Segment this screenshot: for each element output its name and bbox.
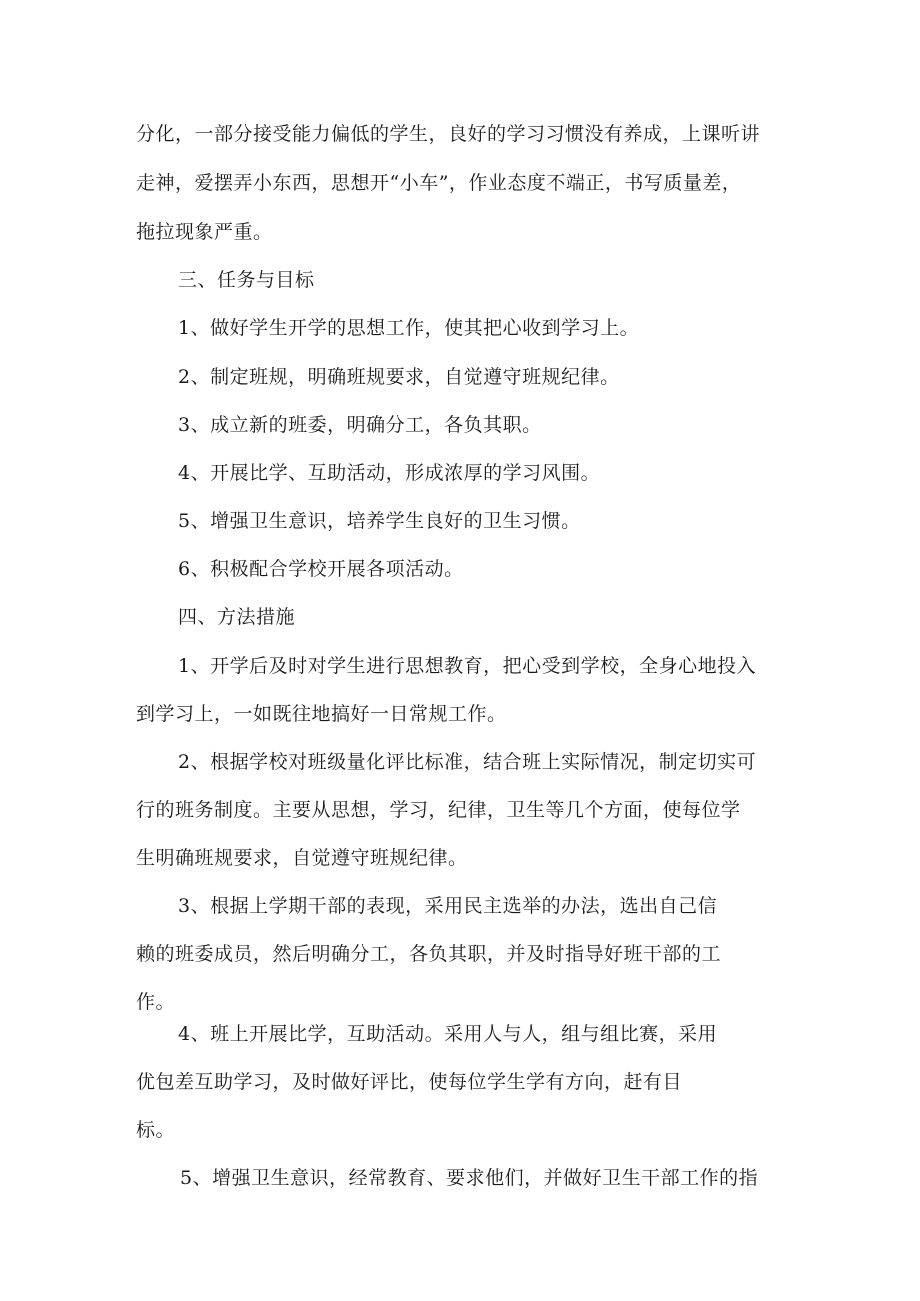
list-item: 4、开展比学、互助活动，形成浓厚的学习风围。	[178, 462, 601, 484]
list-item: 6、积极配合学校开展各项活动。	[178, 558, 464, 580]
list-item: 1、做好学生开学的思想工作，使其把心收到学习上。	[178, 317, 640, 339]
body-text-line: 标。	[136, 1119, 176, 1141]
body-text-line: 作。	[136, 991, 176, 1013]
body-text-line: 优包差互助学习，及时做好评比，使每位学生学有方向，赶有目	[136, 1071, 683, 1093]
body-text-line: 3、根据上学期干部的表现，采用民主选举的办法，选出自己信	[178, 895, 718, 917]
body-text-line: 走神，爱摆弄小东西，思想开“小车”，作业态度不端正，书写质量差，	[136, 172, 742, 194]
body-text-line: 行的班务制度。主要从思想，学习，纪律，卫生等几个方面，使每位学	[136, 799, 741, 821]
body-text-line: 分化，一部分接受能力偏低的学生，良好的学习习惯没有养成，上课听讲	[136, 123, 761, 145]
body-text-line: 2、根据学校对班级量化评比标准，结合班上实际情况，制定切实可	[178, 751, 757, 773]
list-item: 3、成立新的班委，明确分工，各负其职。	[178, 414, 542, 436]
section-heading: 四、方法措施	[178, 606, 296, 628]
section-heading: 三、任务与目标	[178, 269, 315, 291]
body-text-line: 拖拉现象严重。	[136, 221, 273, 243]
body-text-line: 生明确班规要求，自觉遵守班规纪律。	[136, 847, 468, 869]
body-text-line: 到学习上，一如既往地搞好一日常规工作。	[136, 703, 507, 725]
body-text-line: 赖的班委成员，然后明确分工，各负其职，并及时指导好班干部的工	[136, 943, 722, 965]
body-text-line: 5、增强卫生意识，经常教育、要求他们，并做好卫生干部工作的指	[180, 1167, 759, 1189]
list-item: 2、制定班规，明确班规要求，自觉遵守班规纪律。	[178, 366, 620, 388]
body-text-line: 1、开学后及时对学生进行思想教育，把心受到学校，全身心地投入	[178, 655, 757, 677]
list-item: 5、增强卫生意识，培养学生良好的卫生习惯。	[178, 510, 581, 532]
body-text-line: 4、班上开展比学，互助活动。采用人与人，组与组比赛，采用	[178, 1023, 718, 1045]
